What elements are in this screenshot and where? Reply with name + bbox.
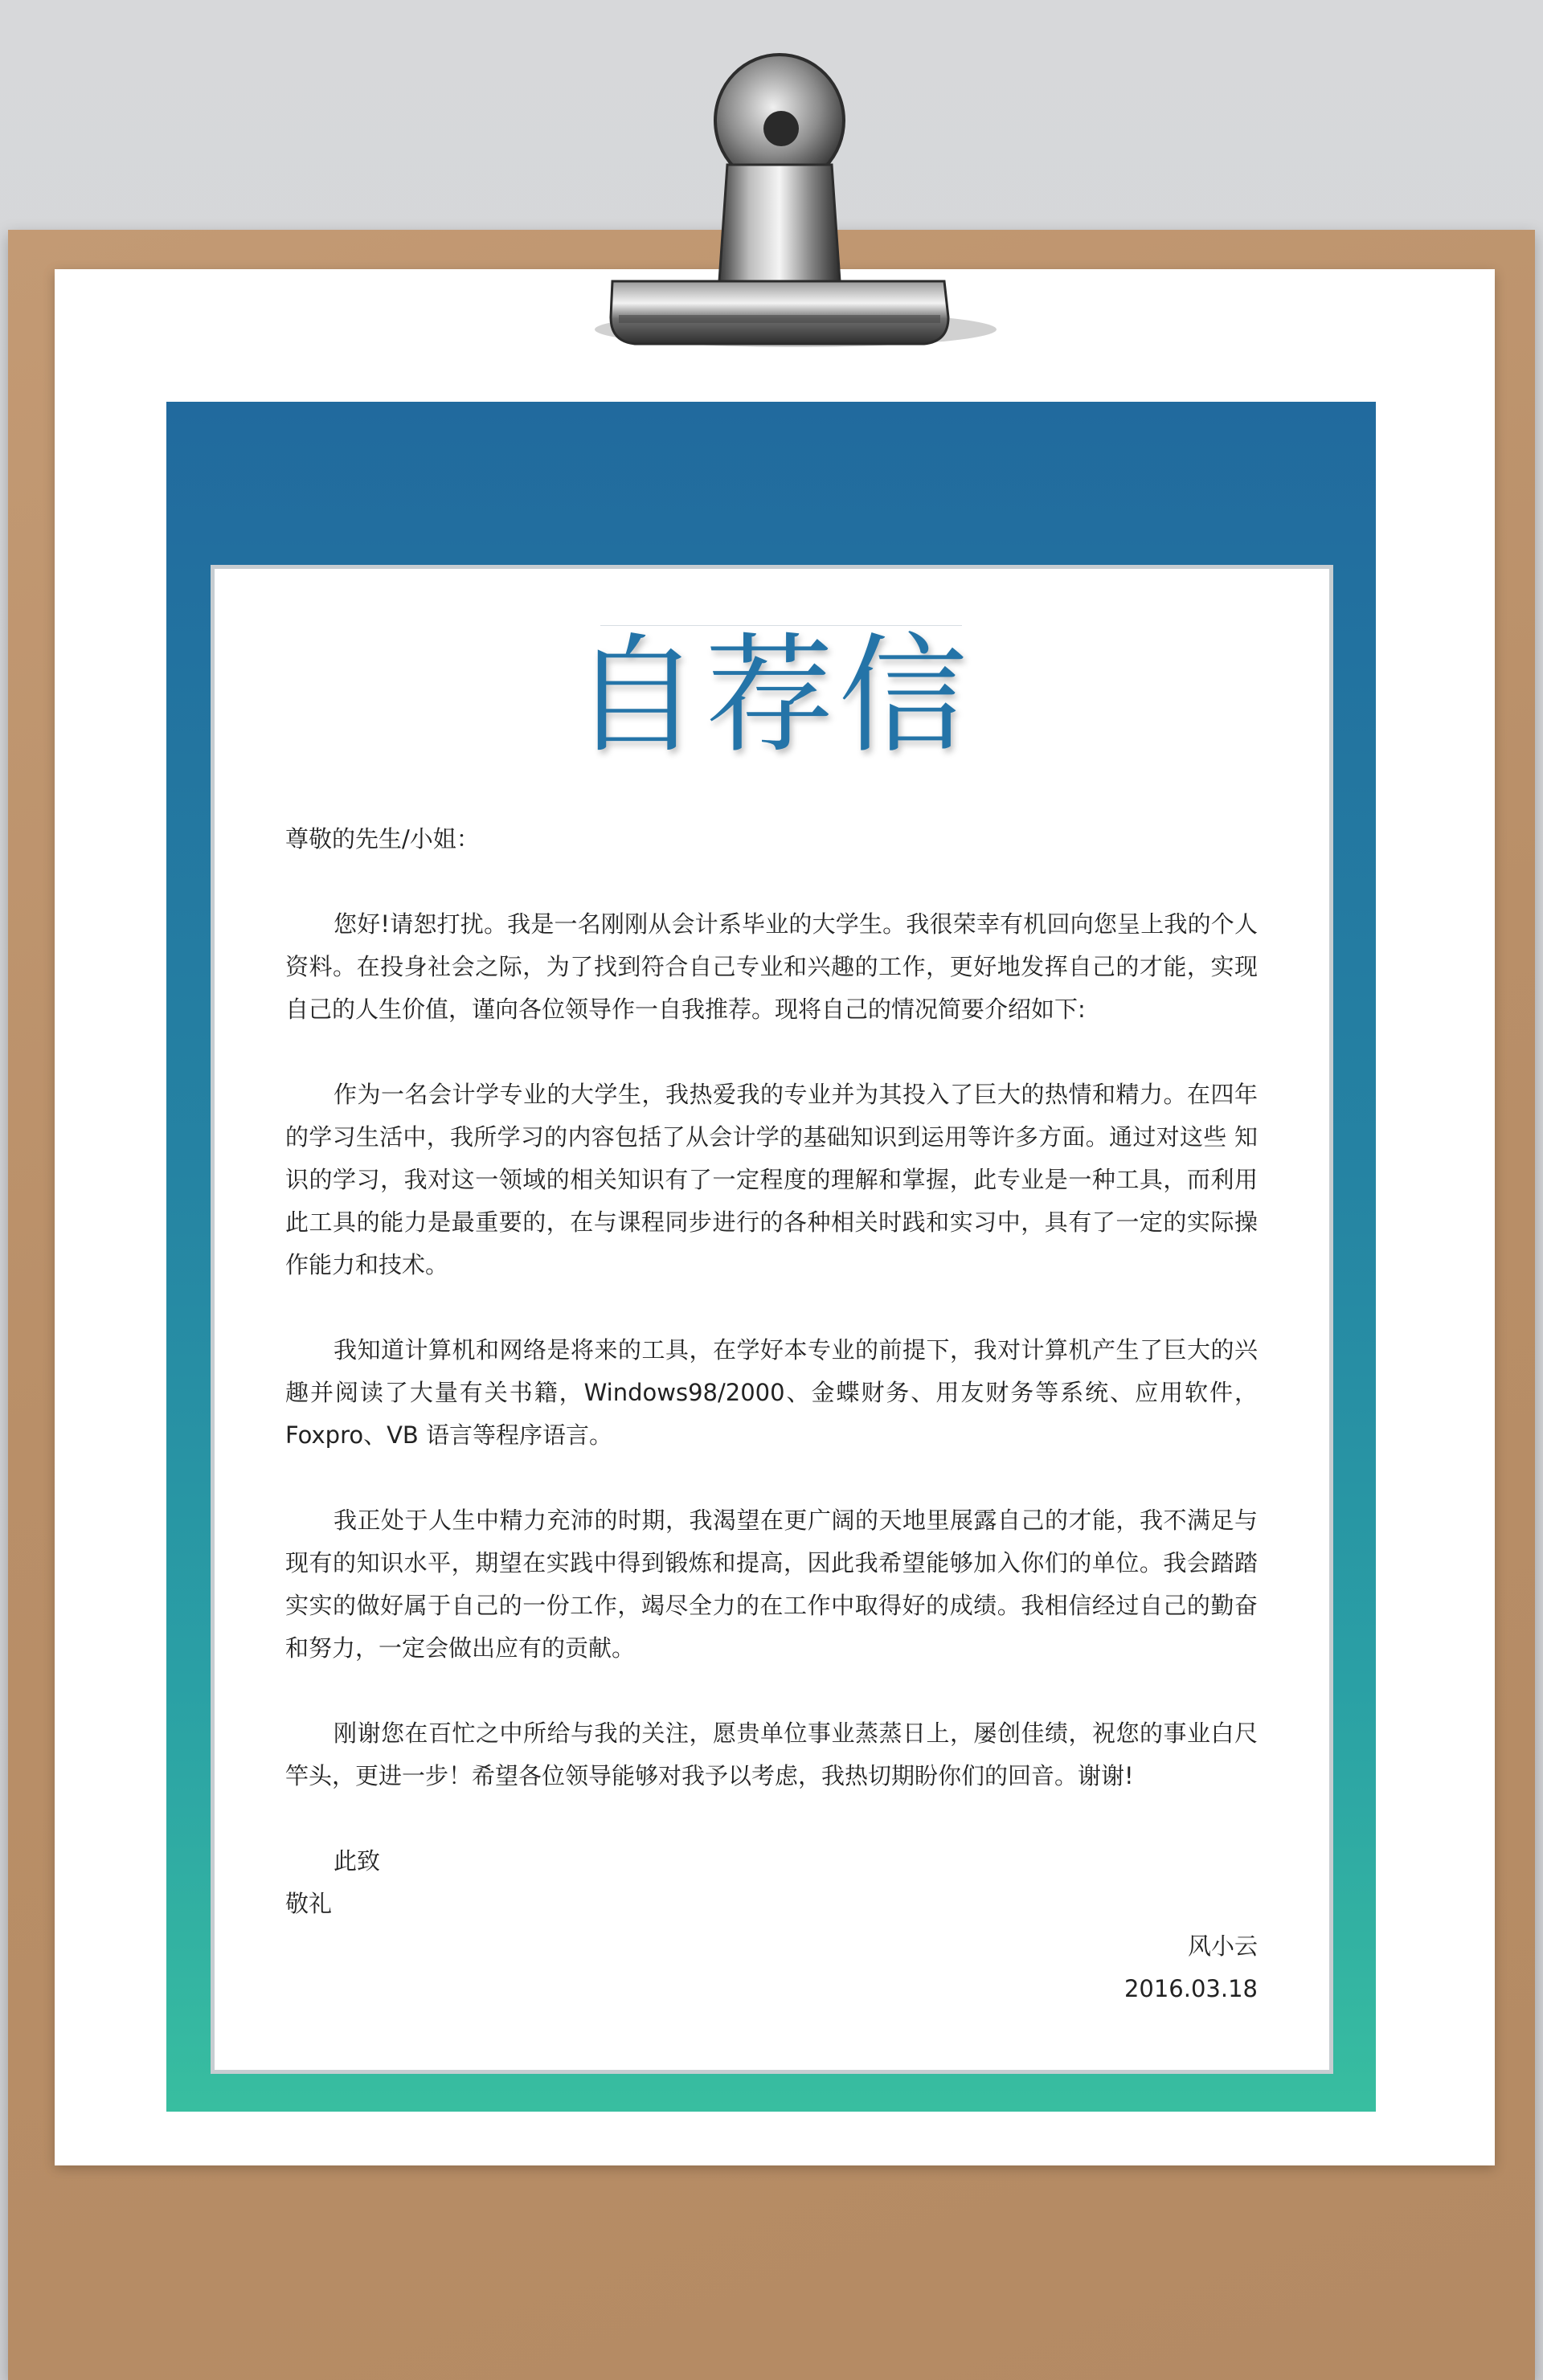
letter-signature: 风小云 bbox=[1187, 1932, 1258, 1960]
page-title: 自荐信 bbox=[571, 620, 972, 771]
letter-paragraph-3: 我知道计算机和网络是将来的工具，在学好本专业的前提下，我对计算机产生了巨大的兴趣并阅读了大量有关书籍，Windows98/2000、金蝶财务、用友财务等系统、应用软件，Foxpro、VB 语言等程序语言。 bbox=[285, 1336, 1258, 1449]
letter-paragraph-1: 您好!请恕打扰。我是一名刚刚从会计系毕业的大学生。我很荣幸有机回向您呈上我的个人资料。在投身社会之际，为了找到符合自己专业和兴趣的工作，更好地发挥自己的才能，实现自己的人生价值，谨向各位领导作一自我推荐。现将自己的情况简要介绍如下: bbox=[285, 910, 1258, 1023]
letter-greeting: 尊敬的先生/小姐： bbox=[285, 825, 480, 853]
letter-body bbox=[285, 818, 1258, 2010]
letter-panel bbox=[211, 565, 1333, 2074]
letter-closing-cizhi: 此致 bbox=[334, 1847, 381, 1875]
letter-paragraph-4: 我正处于人生中精力充沛的时期，我渴望在更广阔的天地里展露自己的才能，我不满足与现有的知识水平，期望在实践中得到锻炼和提高，因此我希望能够加入你们的单位。我会踏踏实实的做好属于自己的一份工作，竭尽全力的在工作中取得好的成绩。我相信经过自己的勤奋和努力，一定会做出应有的贡献。 bbox=[285, 1507, 1258, 1662]
letter-date: 2016.03.18 bbox=[1123, 1975, 1258, 2002]
letter-paragraph-5: 刚谢您在百忙之中所给与我的关注，愿贵单位事业蒸蒸日上，屡创佳绩，祝您的事业白尺竿头，更进一步！希望各位领导能够对我予以考虑，我热切期盼你们的回音。谢谢! bbox=[285, 1720, 1258, 1789]
title-area bbox=[215, 620, 1329, 771]
letter-closing-jingli: 敬礼 bbox=[285, 1890, 333, 1917]
binder-clip-icon bbox=[0, 0, 1543, 370]
letter-paragraph-2: 作为一名会计学专业的大学生，我热爱我的专业并为其投入了巨大的热情和精力。在四年的学习生活中，我所学习的内容包括了从会计学的基础知识到运用等许多方面。通过对这些 知识的学习，我对这一领域的相关知识有了一定程度的理解和掌握，此专业是一种工具，而利用此工具的能力是最重要的，在与课程同步进行的各种相关时践和实习中，具有了一定的实际操作能力和技术。 bbox=[285, 1081, 1258, 1278]
